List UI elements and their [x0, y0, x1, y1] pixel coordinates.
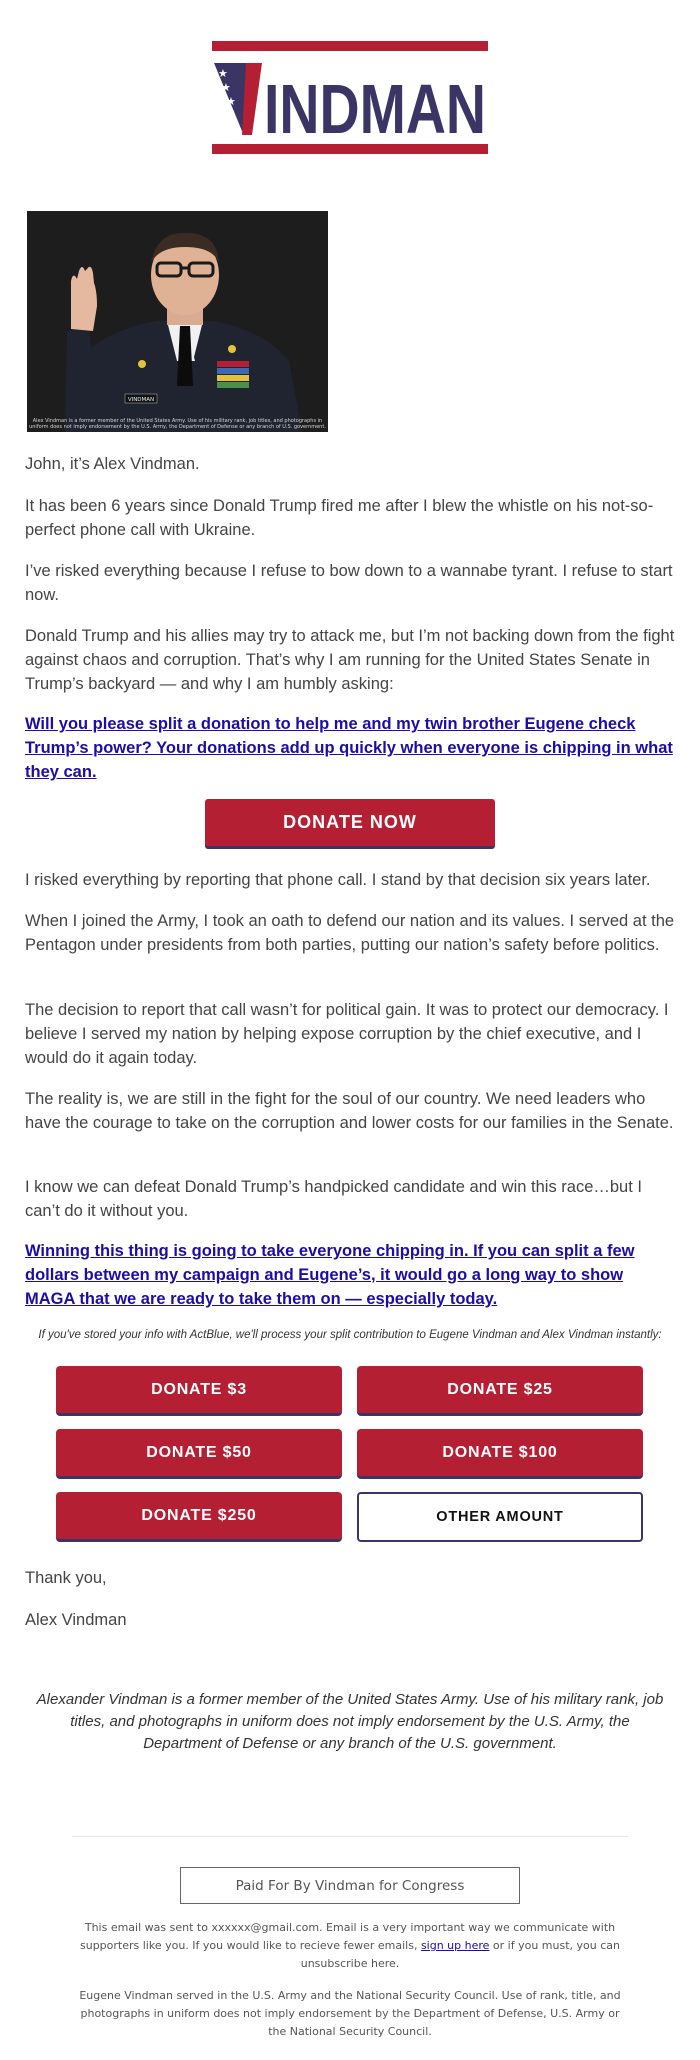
- paragraph-7: The reality is, we are still in the fight for the soul of our country. We need leaders who have the courage to take on the corruption and lower costs for our families in the Senate.: [25, 1090, 674, 1132]
- footer-divider: [72, 1836, 628, 1837]
- photo-caption: Alex Vindman is a former member of the United States Army. Use of his military rank, job titles, and photographs in uniform does not imply endorsement by the U.S. Army, the Department of Defense or any branch of U.S. government.: [29, 418, 326, 430]
- actblue-note: If you've stored your info with ActBlue, we'll process your split contribution to Eugene Vindman and Alex Vindman instantly:: [38, 1329, 662, 1341]
- donate-3-button[interactable]: DONATE $3: [56, 1366, 342, 1416]
- svg-text:★: ★: [221, 81, 231, 94]
- paragraph-4: I risked everything by reporting that phone call. I stand by that decision six years later.: [25, 871, 651, 889]
- other-amount-button[interactable]: OTHER AMOUNT: [357, 1492, 643, 1542]
- svg-text:★: ★: [226, 95, 236, 108]
- donate-appeal-link-1[interactable]: Will you please split a donation to help me and my twin brother Eugene check Trump’s power? Your donations add up quickly when everyone is chipping in what they can.: [25, 715, 673, 781]
- email-notice-mid: . Email is a very important way we communicate with supporters like you. If you would like to recieve fewer emails,: [80, 1921, 616, 1952]
- donate-appeal-link-2[interactable]: Winning this thing is going to take everyone chipping in. If you can split a few dollars between my campaign and Eugene’s, it would go a long way to show MAGA that we are ready to take them on — especially today.: [25, 1242, 635, 1308]
- paragraph-8: I know we can defeat Donald Trump’s handpicked candidate and win this race…but I can’t do it without you.: [25, 1178, 642, 1220]
- vindman-logo-graphic: [212, 41, 488, 156]
- hero-photo: [27, 211, 328, 432]
- name-tag-text: VINDMAN: [127, 397, 155, 403]
- paragraph-2: I’ve risked everything because I refuse to bow down to a wannabe tyrant. I refuse to start now.: [25, 562, 673, 604]
- paragraph-1: It has been 6 years since Donald Trump fired me after I blew the whistle on his not-so-perfect phone call with Ukraine.: [25, 497, 654, 539]
- paid-for-box: Paid For By Vindman for Congress: [180, 1867, 520, 1904]
- signup-link[interactable]: sign up here: [420, 1939, 490, 1952]
- email-notice-pre: This email was sent to: [84, 1921, 212, 1934]
- paragraph-6: The decision to report that call wasn’t for political gain. It was to protect our democracy. I believe I served my nation by helping expose corruption by the chief executive, and I would do it again today.: [25, 1001, 669, 1067]
- signoff: Thank you,: [25, 1569, 107, 1587]
- signature: Alex Vindman: [25, 1611, 127, 1629]
- donate-50-button[interactable]: DONATE $50: [56, 1429, 342, 1479]
- email-notice-post: or if you must, you can unsubscribe here.: [300, 1939, 620, 1970]
- paragraph-3: Donald Trump and his allies may try to attack me, but I’m not backing down from the fight against chaos and corruption. That’s why I am running for the United States Senate in Trump’s backyard — and why I am humbly asking:: [25, 627, 675, 693]
- military-disclaimer: Alexander Vindman is a former member of the United States Army. Use of his military rank, job titles, and photographs in uniform does not imply endorsement by the U.S. Army, the Department of Defense or any branch of the U.S. government.: [36, 1691, 664, 1752]
- svg-text:★: ★: [218, 67, 228, 80]
- svg-text:INDMAN: INDMAN: [264, 70, 486, 148]
- vindman-portrait: [27, 211, 328, 432]
- vindman-logo: [212, 41, 488, 156]
- greeting: John, it’s Alex Vindman.: [25, 455, 200, 473]
- donate-250-button[interactable]: DONATE $250: [56, 1492, 342, 1542]
- email-notice: [70, 1919, 630, 1973]
- recipient-email: xxxxxx@gmail.com: [211, 1921, 320, 1934]
- donate-now-button[interactable]: DONATE NOW: [205, 799, 495, 849]
- donate-25-button[interactable]: DONATE $25: [357, 1366, 643, 1416]
- eugene-disclaimer: Eugene Vindman served in the U.S. Army and the National Security Council. Use of rank, title, and photographs in uniform does not imply endorsement by the Department of Defense, U.S. Army or the National Security Council.: [79, 1989, 621, 2038]
- donate-100-button[interactable]: DONATE $100: [357, 1429, 643, 1479]
- paragraph-5: When I joined the Army, I took an oath to defend our nation and its values. I served at the Pentagon under presidents from both parties, putting our nation’s safety before politics.: [25, 912, 675, 954]
